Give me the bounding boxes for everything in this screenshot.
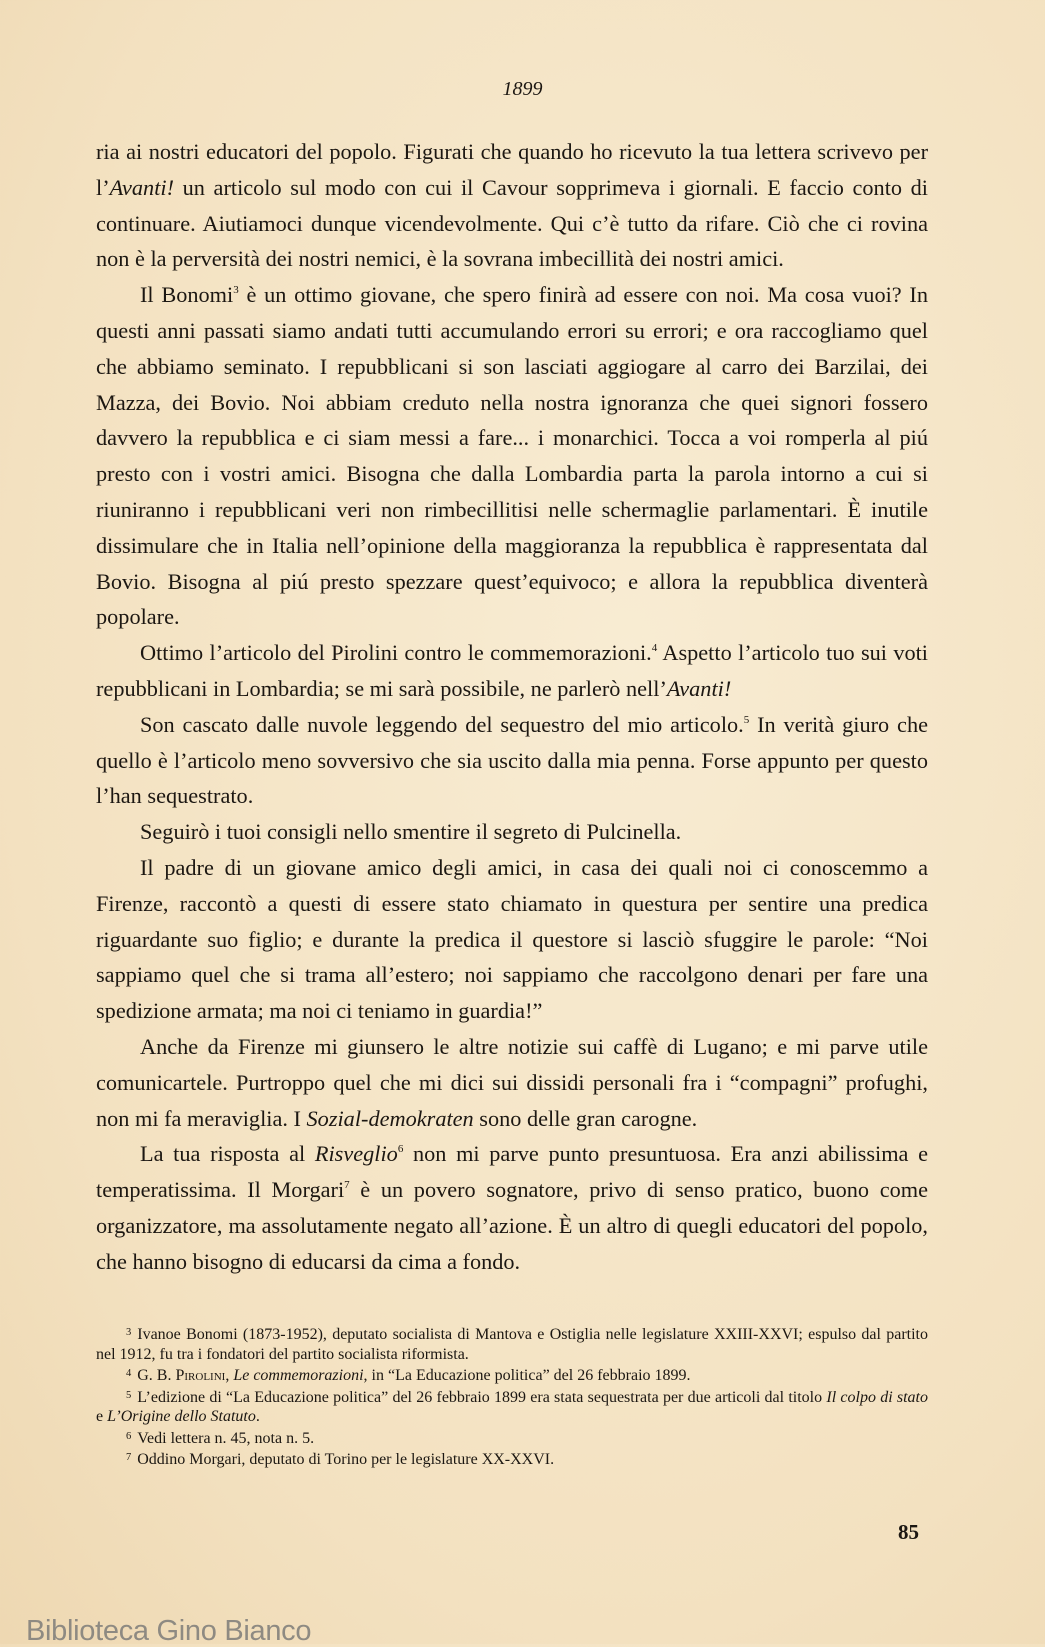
library-watermark: Biblioteca Gino Bianco	[26, 1615, 312, 1647]
paragraph-1: ria ai nostri educatori del popolo. Figurati che quando ho ricevuto la tua lettera scrivevo per l’Avanti! un articolo sul modo con cui il Cavour sopprimeva i giornali. E faccio conto di continuare. Aiutiamoci dunque vicendevolmente. Qui c’è tutto da rifare. Ciò che ci rovina non è la perversità dei nostri nemici, è la sovrana imbecillità dei nostri amici.	[96, 139, 928, 272]
footnote-5: $^5$ L’edizione di “La Educazione politica” del 26 febbraio 1899 era stata sequestrata per due articoli dal titolo Il colpo di stato e L’Origine dello Statuto.	[96, 1388, 928, 1425]
footnote-7: $^7$ Oddino Morgari, deputato di Torino per le legislature XX-XXVI.	[126, 1451, 555, 1468]
footnote-6: $^6$ Vedi lettera n. 45, nota n. 5.	[126, 1429, 315, 1447]
paragraph-3: Ottimo l’articolo del Pirolini contro le commemorazioni.$^4$ Aspetto l’articolo tuo sui voti repubblicani in Lombardia; se mi sarà possibile, ne parlerò nell’Avanti!	[96, 640, 929, 701]
paragraph-7: Anche da Firenze mi giunsero le altre notizie sui caffè di Lugano; e mi parve utile comunicartele. Purtroppo quel che mi dici sui dissidi personali fra i “compagni” profughi, non mi fa meraviglia. I Sozial-demokraten sono delle gran carogne.	[96, 1033, 928, 1131]
footnote-3: $^3$ Ivanoe Bonomi (1873-1952), deputato socialista di Mantova e Ostiglia nelle legislature XXIII-XXVI; espulso dal partito nel 1912, fu tra i fondatori del partito socialista riformista.	[96, 1326, 928, 1363]
paragraph-4: Son cascato dalle nuvole leggendo del sequestro del mio articolo.$^5$ In verità giuro che quello è l’articolo meno sovversivo che sia uscito dalla mia penna. Forse appunto per questo l’han sequestrato.	[96, 711, 928, 809]
paragraph-2: Il Bonomi$^3$ è un ottimo giovane, che spero finirà ad essere con noi. Ma cosa vuoi? In questi anni passati siamo andati tutti accumulando errori su errori; e ora raccogliamo quel che abbiamo seminato. I repubblicani si son lasciati aggiogare al carro dei Barzilai, dei Mazza, dei Bovio. Noi abbiam creduto nella nostra ignoranza che quei signori fossero davvero la repubblica e ci siam messi a fare... i monarchici. Tocca a voi romperla al piú presto con i vostri amici. Bisogna che dalla Lombardia parta la parola intorno a cui si riuniranno i repubblicani veri non rimbecillitisi nelle schermaglie parlamentari. È inutile dissimulare che in Italia nell’opinione della maggioranza la repubblica è rappresentata dal Bovio. Bisogna al piú presto spezzare quest’equivoco; e allora la repubblica diventerà popolare.	[96, 282, 928, 630]
paragraph-8: La tua risposta al Risveglio$^6$ non mi parve punto presuntuosa. Era anzi abilissima e temperatissima. Il Morgari$^7$ è un povero sognatore, privo di senso pratico, buono come organizzatore, ma assolutamente negato all’azione. È un altro di quegli educatori del popolo, che hanno bisogno di educarsi da cima a fondo.	[96, 1141, 928, 1274]
paragraph-5: Seguirò i tuoi consigli nello smentire il segreto di Pulcinella.	[140, 819, 682, 845]
footnote-ref-7[interactable]: 7	[344, 1179, 350, 1192]
footnote-4: $^4$ G. B. Pirolini, Le commemorazioni, in “La Educazione politica” del 26 febbraio 1899.	[126, 1367, 691, 1384]
page-number: 85	[898, 1520, 919, 1544]
paragraph-6: Il padre di un giovane amico degli amici, in casa dei quali noi ci conoscemmo a Firenze, raccontò a questi di essere stato chiamato in questura per sentire una predica riguardante suo figlio; e durante la predica il questore si lasciò sfuggire le parole: “Noi sappiamo quel che si trama all’estero; noi sappiamo che raccolgono denari per fare una spedizione armata; ma noi ci teniamo in guardia!”	[96, 854, 928, 1024]
footnotes	[96, 1323, 928, 1470]
footnote-ref-4[interactable]: 4	[651, 642, 658, 655]
footnote-ref-3[interactable]: 3	[233, 284, 239, 297]
footnote-ref-6[interactable]: 6	[397, 1143, 404, 1156]
footnote-ref-5[interactable]: 5	[743, 713, 750, 726]
running-header-year: 1899	[502, 78, 543, 100]
letter-body	[96, 134, 928, 1280]
